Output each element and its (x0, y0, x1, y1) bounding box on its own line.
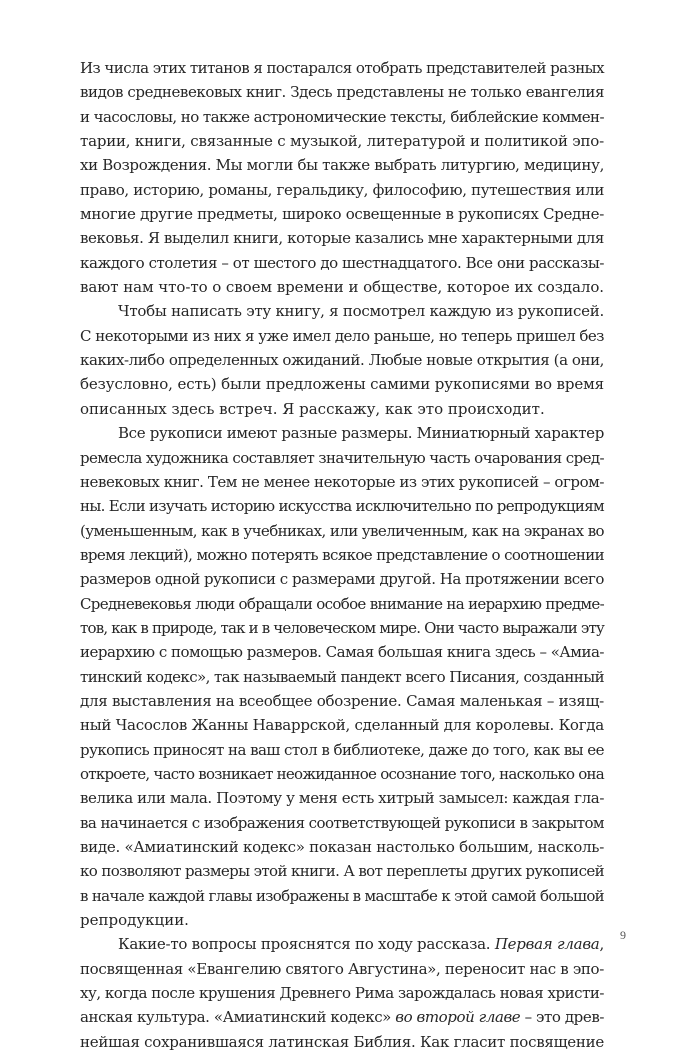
text-line: в начале каждой главы изображены в масштабе к этой самой большой (80, 886, 604, 905)
text-line: тарии, книги, связанные с музыкой, литературой и политикой эпо- (80, 132, 604, 151)
text-run: – это древ- (520, 1008, 604, 1027)
text-line: видов средневековых книг. Здесь представлены не только евангелия (80, 83, 604, 102)
text-run: Какие-то вопросы прояснятся по ходу рассказа. (118, 935, 495, 954)
text-line: невековых книг. Тем не менее некоторые из этих рукописей – огром- (80, 472, 604, 491)
text-line (80, 932, 604, 956)
body-text (80, 56, 604, 1054)
text-line: откроете, часто возникает неожиданное осознание того, насколько она (80, 764, 604, 783)
text-line: (уменьшенным, как в учебниках, или увеличенным, как на экранах во (80, 521, 604, 540)
text-line: тинский кодекс», так называемый пандект всего Писания, созданный (80, 667, 604, 686)
text-line: Из числа этих титанов я постарался отобрать представителей разных (80, 59, 604, 77)
italic-chapter-ref: Первая глава (494, 935, 600, 954)
text-line: Средневековья люди обращали особое внимание на иерархию предме- (80, 594, 604, 613)
text-run: , (599, 935, 604, 954)
text-line: безусловно, есть) были предложены самими рукописями во время (80, 375, 604, 394)
text-line: посвященная «Евангелию святого Августина», переносит нас в эпо- (80, 959, 604, 978)
text-line: право, историю, романы, геральдику, философию, путешествия или (80, 180, 604, 199)
page-number: 9 (620, 928, 626, 942)
text-line: вают нам что-то о своем времени и обществе, которое их создало. (80, 278, 604, 297)
text-line: виде. «Амиатинский кодекс» показан настолько большим, насколь- (80, 838, 604, 856)
text-line: размеров одной рукописи с размерами другой. На протяжении всего (80, 570, 604, 589)
text-line: Все рукописи имеют разные размеры. Миниатюрный характер (118, 424, 604, 443)
text-line: ко позволяют размеры этой книги. А вот переплеты других рукописей (80, 862, 604, 881)
text-line (80, 1005, 604, 1029)
text-line: ва начинается с изображения соответствующей рукописи в закрытом (80, 813, 604, 832)
text-line: ный Часослов Жанны Наваррской, сделанный для королевы. Когда (80, 716, 604, 735)
text-line: и часословы, но также астрономические тексты, библейские коммен- (80, 107, 604, 126)
text-line: описанных здесь встреч. Я расскажу, как это происходит. (80, 399, 545, 418)
text-line: иерархию с помощью размеров. Самая большая книга здесь – «Амиа- (80, 643, 604, 662)
text-line: Чтобы написать эту книгу, я посмотрел каждую из рукописей. (118, 302, 604, 321)
text-line: рукопись приносят на ваш стол в библиотеке, даже до того, как вы ее (80, 740, 604, 759)
text-run: анская культура. «Амиатинский кодекс» (80, 1008, 396, 1027)
text-line: С некоторыми из них я уже имел дело раньше, но теперь пришел без (80, 326, 604, 345)
text-line: многие другие предметы, широко освещенные в рукописях Средне- (80, 205, 604, 224)
text-line: велика или мала. Поэтому у меня есть хитрый замысел: каждая гла- (80, 789, 604, 808)
text-line: хи Возрождения. Мы могли бы также выбрать литургию, медицину, (80, 156, 604, 175)
text-line: ху, когда после крушения Древнего Рима зарождалась новая христи- (80, 984, 604, 1003)
text-line: каких-либо определенных ожиданий. Любые новые открытия (а они, (80, 351, 604, 370)
text-line: время лекций), можно потерять всякое представление о соотношении (80, 545, 604, 564)
text-line: тов, как в природе, так и в человеческом мире. Они часто выражали эту (80, 618, 604, 637)
text-line: нейшая сохранившаяся латинская Библия. Как гласит посвящение (80, 1032, 604, 1051)
text-line: вековья. Я выделил книги, которые казались мне характерными для (80, 229, 604, 248)
italic-chapter-ref: во второй главе (395, 1008, 521, 1027)
text-line: ны. Если изучать историю искусства исключительно по репродукциям (80, 497, 604, 516)
text-line: для выставления на всеобщее обозрение. Самая маленькая – изящ- (80, 691, 604, 710)
text-line: каждого столетия – от шестого до шестнадцатого. Все они рассказы- (80, 253, 604, 272)
text-line: ремесла художника составляет значительную часть очарования сред- (80, 448, 604, 467)
text-line: репродукции. (80, 911, 189, 930)
